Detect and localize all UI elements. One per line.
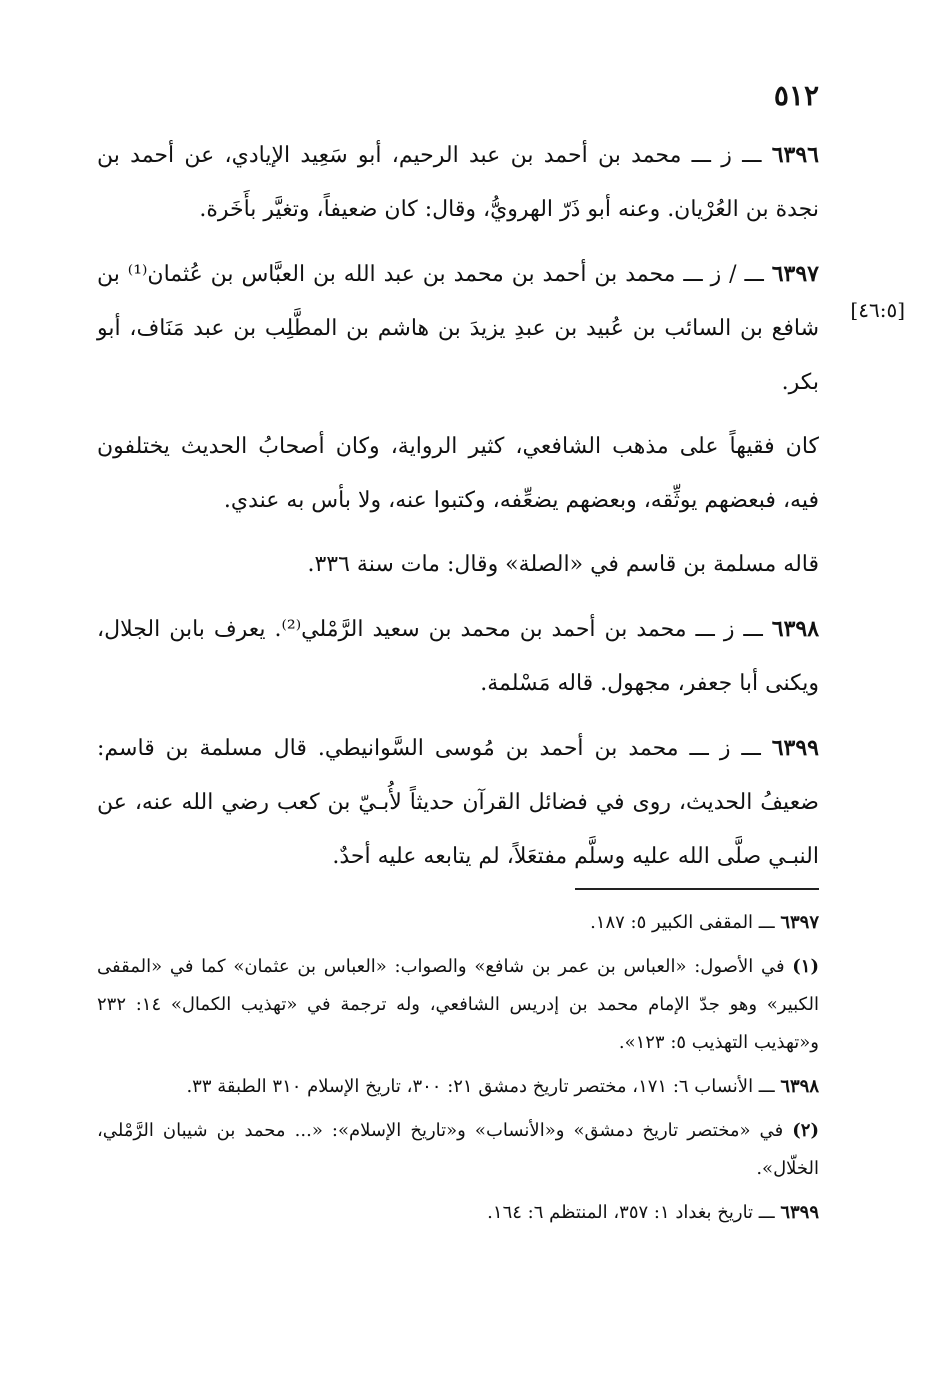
entry-number: ٦٣٩٧ [771, 261, 819, 287]
entry-number: ٦٣٩٦ [771, 142, 819, 168]
footnote-marker: (١) [792, 956, 819, 977]
footnotes [97, 904, 819, 1238]
entry-paragraph [97, 602, 819, 711]
entry-number: ٦٣٩٩ [771, 735, 819, 761]
footnote-text: ـــ المقفى الكبير ٥: ١٨٧. [590, 912, 781, 933]
footnote-marker: (٢) [792, 1120, 819, 1141]
footnote [97, 1194, 819, 1232]
footnote-text: في «مختصر تاريخ دمشق» و«الأنساب» و«تاريخ الإسلام»: «... محمد بن شيبان الرَّمْلي، الخلّال». [97, 1120, 819, 1179]
entry-paragraph [97, 128, 819, 237]
entry-paragraph [97, 420, 819, 528]
footnote [97, 1068, 819, 1106]
entry-text: قاله مسلمة بن قاسم في «الصلة» وقال: مات سنة ٣٣٦. [307, 552, 819, 577]
footnote-marker: ٦٣٩٧ [780, 912, 819, 933]
footnote-marker: ٦٣٩٩ [780, 1202, 819, 1223]
entry-text: ـــ / ز ـــ محمد بن أحمد بن محمد بن عبد الله بن العبَّاس بن عُثمان⁽¹⁾ بن شافع بن السائب بن عُبيد بن عبدِ يزيدَ بن هاشم بن المطَّلِب بن عبد مَنَاف، أبو بكر. [97, 262, 819, 395]
footnote [97, 904, 819, 942]
entry-paragraph [97, 538, 819, 592]
entry-paragraph [97, 721, 819, 884]
footnote-divider [575, 888, 819, 890]
footnote-text: ـــ الأنساب ٦: ١٧١، مختصر تاريخ دمشق ٢١: ٣٠٠، تاريخ الإسلام ٣١٠ الطبقة ٣٣. [186, 1076, 781, 1097]
footnote-text: في الأصول: «العباس بن عمر بن شافع» والصواب: «العباس بن عثمان» كما في «المقفى الكبير» وهو جدّ الإمام محمد بن إدريس الشافعي، وله ترجمة في «تهذيب الكمال» ١٤: ٢٣٢ و«تهذيب التهذيب ٥: ١٢٣». [97, 956, 819, 1053]
footnote-text: ـــ تاريخ بغداد ١: ٣٥٧، المنتظم ٦: ١٦٤. [487, 1202, 781, 1223]
entry-text: ـــ ز ـــ محمد بن أحمد بن محمد بن سعيد الرَّمْلي⁽²⁾. يعرف بابن الجلال، ويكنى أبا جعفر، مجهول. قاله مَسْلمة. [97, 617, 819, 696]
footnote [97, 1112, 819, 1188]
side-reference: [٤٦:٥] [850, 298, 905, 322]
entry-text: ـــ ز ـــ محمد بن أحمد بن عبد الرحيم، أبو سَعِيد الإيادي، عن أحمد بن نجدة بن العُرْيان. وعنه أبو ذَرّ الهرويُّ، وقال: كان ضعيفاً، وتغيَّر بأَخَرة. [97, 143, 819, 222]
entry-number: ٦٣٩٨ [771, 616, 820, 642]
footnote-marker: ٦٣٩٨ [780, 1076, 819, 1097]
entry-paragraph [97, 247, 819, 410]
page-number: ٥١٢ [773, 79, 819, 112]
footnote [97, 948, 819, 1062]
entry-text: كان فقيهاً على مذهب الشافعي، كثير الرواية، وكان أصحابُ الحديث يختلفون فيه، فبعضهم يوثِّقه، وبعضهم يضعِّفه، وكتبوا عنه، ولا بأس به عندي. [97, 434, 819, 513]
entry-text: ـــ ز ـــ محمد بن أحمد بن مُوسى السَّوانيطي. قال مسلمة بن قاسم: ضعيفُ الحديث، روى في فضائل القرآن حديثاً لأُبـيّ بن كعب رضي الله عنه، عن النبـي صلَّى الله عليه وسلَّم مفتعَلاً، لم يتابعه عليه أحدٌ. [97, 736, 819, 869]
main-text [97, 128, 819, 894]
